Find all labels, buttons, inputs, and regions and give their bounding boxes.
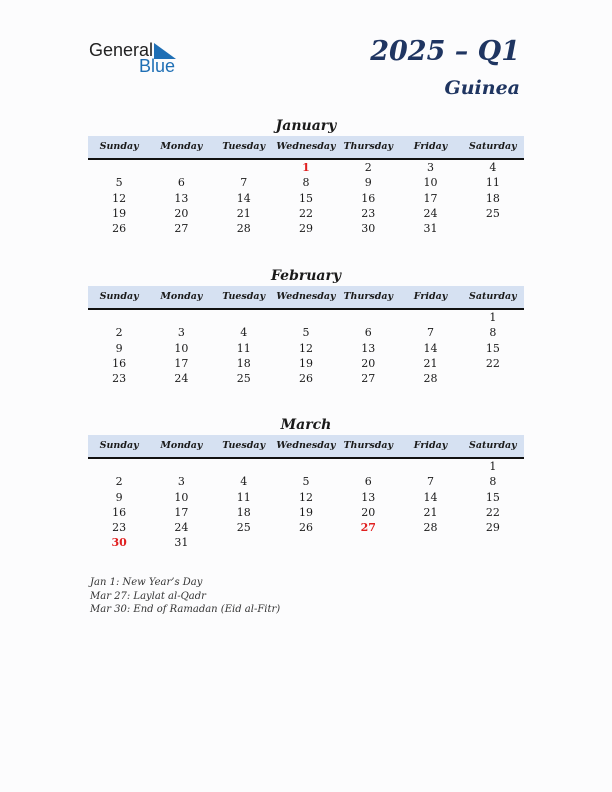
day-cell: 10	[174, 490, 189, 504]
week-row	[88, 325, 524, 340]
day-cell: 10	[423, 176, 438, 190]
day-cell: 28	[236, 222, 251, 236]
week-row	[88, 371, 524, 386]
day-cell: 3	[427, 161, 435, 174]
holiday-notes	[90, 576, 280, 617]
day-cell: 8	[489, 475, 497, 489]
week-row	[88, 221, 524, 236]
day-cell: 5	[115, 176, 123, 190]
day-cell: 12	[298, 341, 313, 355]
week-row	[88, 191, 524, 206]
week-row	[88, 459, 524, 474]
week-row	[88, 490, 524, 505]
weekday-label: Wednesday	[276, 291, 336, 302]
week-row	[88, 175, 524, 190]
month-march	[88, 416, 524, 551]
weekday-header	[88, 286, 524, 310]
day-cell: 28	[423, 521, 438, 535]
day-cell: 22	[485, 505, 500, 519]
weekday-label: Saturday	[469, 141, 517, 152]
day-cell	[399, 310, 461, 325]
weekday-label: Tuesday	[222, 440, 266, 451]
day-cell: 25	[236, 372, 251, 386]
day-cell: 29	[298, 222, 313, 236]
day-cell	[213, 310, 275, 325]
month-name: February	[270, 268, 341, 284]
day-cell: 13	[174, 191, 189, 205]
country-title: Guinea	[444, 77, 520, 99]
day-cell	[399, 459, 461, 474]
day-cell: 6	[177, 176, 185, 190]
weekday-label: Tuesday	[222, 291, 266, 302]
holiday-note: Mar 27: Laylat al-Qadr	[90, 590, 206, 602]
weekday-label: Thursday	[343, 291, 394, 302]
day-cell: 30	[361, 222, 376, 236]
day-cell: 17	[423, 191, 438, 205]
day-cell: 11	[236, 490, 251, 504]
day-cell	[462, 371, 524, 386]
weekday-label: Sunday	[99, 141, 139, 152]
day-cell: 25	[236, 521, 251, 535]
day-cell: 4	[240, 326, 248, 340]
day-cell: 26	[298, 521, 313, 535]
day-cell	[88, 459, 150, 474]
day-cell: 27	[361, 372, 376, 386]
day-cell: 9	[364, 176, 372, 190]
day-cell: 18	[236, 356, 251, 370]
day-cell: 2	[115, 326, 123, 340]
weekday-label: Friday	[413, 291, 448, 302]
day-cell: 1	[489, 460, 497, 473]
weekday-label: Wednesday	[276, 141, 336, 152]
holiday-note: Mar 30: End of Ramadan (Eid al-Fitr)	[90, 604, 281, 615]
week-row	[88, 520, 524, 535]
day-cell	[213, 535, 275, 550]
day-cell: 6	[364, 326, 372, 340]
week-row	[88, 505, 524, 520]
day-cell: 21	[423, 505, 438, 519]
day-cell: 27	[360, 521, 376, 535]
day-cell: 2	[115, 475, 123, 489]
day-cell: 8	[489, 326, 497, 340]
day-cell: 15	[485, 490, 500, 504]
day-cell: 22	[298, 206, 313, 220]
day-cell: 18	[485, 191, 500, 205]
day-cell: 24	[423, 206, 438, 220]
day-cell	[337, 535, 399, 550]
day-cell: 16	[361, 191, 376, 205]
day-cell: 17	[174, 356, 189, 370]
day-cell	[337, 459, 399, 474]
day-cell: 15	[485, 341, 500, 355]
day-cell: 4	[489, 161, 497, 174]
day-cell	[275, 459, 337, 474]
logo-general-text: General	[89, 40, 154, 60]
page-title: 2025 – Q1	[370, 36, 520, 67]
day-cell: 26	[112, 222, 127, 236]
week-row	[88, 474, 524, 489]
weekday-label: Thursday	[343, 141, 394, 152]
week-row	[88, 160, 524, 175]
day-cell: 15	[298, 191, 313, 205]
day-cell	[275, 535, 337, 550]
day-cell: 20	[361, 356, 376, 370]
day-cell: 7	[240, 176, 248, 190]
week-row	[88, 310, 524, 325]
month-name: January	[275, 118, 337, 134]
day-cell: 22	[485, 356, 500, 370]
day-cell: 3	[177, 475, 185, 489]
day-cell: 4	[240, 475, 248, 489]
day-cell: 21	[236, 206, 251, 220]
day-cell	[150, 310, 212, 325]
day-cell: 5	[302, 475, 310, 489]
day-cell: 13	[361, 341, 376, 355]
week-row	[88, 356, 524, 371]
weekday-label: Monday	[160, 291, 203, 302]
logo-blue-text: Blue	[139, 56, 176, 76]
day-cell: 23	[361, 206, 376, 220]
day-cell: 12	[298, 490, 313, 504]
day-cell: 24	[174, 521, 189, 535]
day-cell: 14	[236, 191, 251, 205]
weekday-label: Sunday	[99, 440, 139, 451]
day-cell: 16	[112, 505, 127, 519]
day-cell: 31	[423, 222, 438, 236]
day-cell: 6	[364, 475, 372, 489]
day-cell: 11	[485, 176, 500, 190]
logo	[89, 40, 189, 76]
day-cell: 7	[427, 475, 435, 489]
day-cell: 28	[423, 372, 438, 386]
day-cell: 5	[302, 326, 310, 340]
weekday-label: Saturday	[469, 440, 517, 451]
day-cell: 26	[298, 372, 313, 386]
day-cell: 11	[236, 341, 251, 355]
day-cell: 7	[427, 326, 435, 340]
weekday-label: Sunday	[99, 291, 139, 302]
weekday-label: Friday	[413, 440, 448, 451]
weekday-label: Monday	[160, 141, 203, 152]
day-cell: 27	[174, 222, 189, 236]
day-cell	[275, 310, 337, 325]
day-cell: 21	[423, 356, 438, 370]
day-cell	[88, 310, 150, 325]
weekday-header	[88, 136, 524, 160]
day-cell: 31	[174, 536, 189, 550]
day-cell	[213, 459, 275, 474]
day-cell	[88, 160, 150, 175]
week-row	[88, 206, 524, 221]
day-cell: 3	[177, 326, 185, 340]
month-february	[88, 267, 524, 386]
day-cell: 20	[361, 505, 376, 519]
day-cell: 29	[485, 521, 500, 535]
day-cell: 9	[115, 490, 123, 504]
weekday-label: Monday	[160, 440, 203, 451]
weekday-label: Tuesday	[222, 141, 266, 152]
day-cell: 30	[111, 536, 127, 550]
day-cell: 14	[423, 490, 438, 504]
day-cell: 19	[298, 356, 313, 370]
week-row	[88, 341, 524, 356]
day-cell: 23	[112, 372, 127, 386]
weekday-label: Saturday	[469, 291, 517, 302]
month-january	[88, 117, 524, 236]
day-cell: 1	[302, 161, 310, 174]
holiday-note: Jan 1: New Year’s Day	[90, 577, 203, 588]
day-cell	[399, 535, 461, 550]
weekday-label: Friday	[413, 141, 448, 152]
week-row	[88, 535, 524, 550]
day-cell	[213, 160, 275, 175]
day-cell	[337, 310, 399, 325]
day-cell: 9	[115, 341, 123, 355]
weekday-label: Wednesday	[276, 440, 336, 451]
day-cell: 2	[364, 161, 372, 174]
day-cell: 25	[485, 206, 500, 220]
day-cell: 16	[112, 356, 127, 370]
day-cell: 17	[174, 505, 189, 519]
day-cell: 1	[489, 311, 497, 324]
month-name: March	[280, 417, 332, 433]
day-cell	[150, 160, 212, 175]
day-cell	[462, 221, 524, 236]
day-cell: 8	[302, 176, 310, 190]
day-cell: 10	[174, 341, 189, 355]
day-cell: 19	[112, 206, 127, 220]
day-cell	[462, 535, 524, 550]
weekday-header	[88, 435, 524, 459]
day-cell: 19	[298, 505, 313, 519]
day-cell: 13	[361, 490, 376, 504]
day-cell: 12	[112, 191, 127, 205]
day-cell	[150, 459, 212, 474]
day-cell: 24	[174, 372, 189, 386]
weekday-label: Thursday	[343, 440, 394, 451]
day-cell: 18	[236, 505, 251, 519]
day-cell: 23	[112, 521, 127, 535]
day-cell: 20	[174, 206, 189, 220]
day-cell: 14	[423, 341, 438, 355]
